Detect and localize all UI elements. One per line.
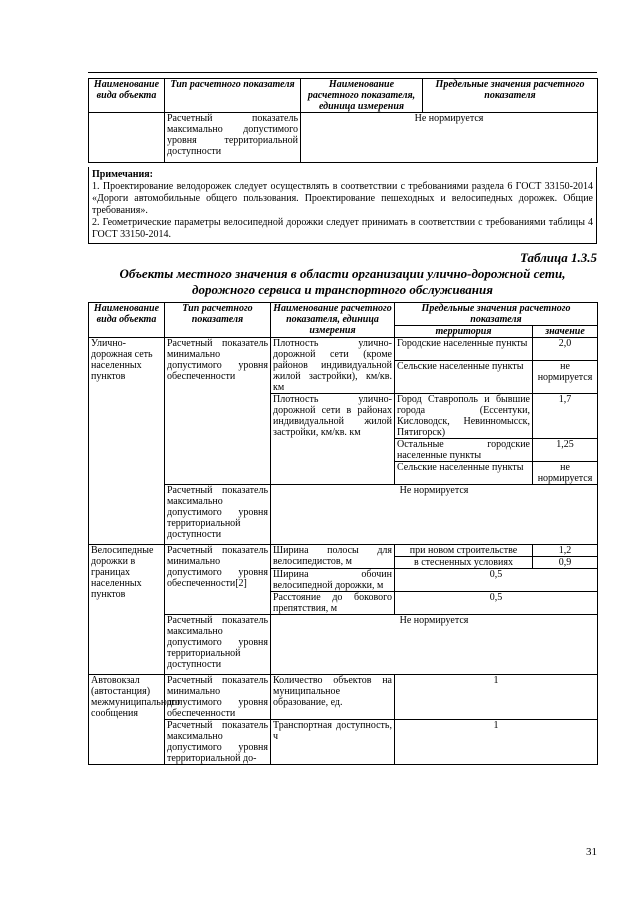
cell-type: Расчетный показатель минимально допустимого уровня обеспеченности[2] — [165, 545, 271, 615]
objects-table — [88, 302, 598, 765]
table-row — [89, 720, 598, 765]
cell-territory: Сельские населенные пункты — [395, 361, 533, 394]
table-row — [89, 615, 598, 675]
cell-object: Улично-дорожная сеть населенных пунктов — [89, 338, 165, 545]
cell-value: 0,9 — [533, 557, 598, 569]
cell-territory: в стесненных условиях — [395, 557, 533, 569]
cell-indicator: Ширина обочин велосипедной дорожки, м — [271, 569, 395, 592]
cell-type: Расчетный показатель максимально допустимого уровня территориальной до- — [165, 720, 271, 765]
cell-type: Расчетный показатель максимально допустимого уровня территориальной доступности — [165, 485, 271, 545]
cell-territory: Город Ставрополь и бывшие города (Ессентуки, Кисловодск, Невинномысск, Пятигорск) — [395, 394, 533, 439]
cell-type: Расчетный показатель максимально допустимого уровня территориальной доступности — [165, 615, 271, 675]
cell-value: 1,7 — [533, 394, 598, 439]
header-limits: Предельные значения расчетного показателя — [395, 303, 598, 326]
cell-indicator: Плотность улично-дорожной сети (кроме районов индивидуальной жилой застройки), км/кв. км — [271, 338, 395, 394]
cell-value: 0,5 — [395, 592, 598, 615]
notes-block — [88, 167, 597, 244]
table-row — [89, 545, 598, 557]
cell-value: не нормируется — [533, 361, 598, 394]
header-type: Тип расчетного показателя — [165, 79, 301, 113]
table-row — [89, 338, 598, 361]
cell-value: 0,5 — [395, 569, 598, 592]
page-number: 31 — [586, 846, 597, 858]
header-indicator: Наименование расчетного показателя, единица измерения — [271, 303, 395, 338]
table-row — [89, 113, 598, 163]
cell-type: Расчетный показатель минимально допустимого уровня обеспеченности — [165, 338, 271, 485]
cell-territory: Остальные городские населенные пункты — [395, 439, 533, 462]
note-item: 2. Геометрические параметры велосипедной дорожки следует принимать в соответствии с требованиями таблицы 4 ГОСТ 33150-2014. — [92, 217, 593, 240]
cell-type: Расчетный показатель минимально допустимого уровня обеспеченности — [165, 675, 271, 720]
cell-type: Расчетный показатель максимально допустимого уровня территориальной доступности — [165, 113, 301, 163]
table-continued — [88, 78, 598, 163]
table-top-rule — [88, 72, 597, 73]
cell-territory: Сельские населенные пункты — [395, 462, 533, 485]
cell-territory: Городские населенные пункты — [395, 338, 533, 361]
cell-indicator: Ширина полосы для велосипедистов, м — [271, 545, 395, 569]
note-item: 1. Проектирование велодорожек следует осуществлять в соответствии с требованиями раздела 6 ГОСТ 33150-2014 «Дороги автомобильные общего пользования. Проектирование пешеходных и велосипедных дорожек. Общие требования». — [92, 181, 593, 216]
header-limits: Предельные значения расчетного показателя — [423, 79, 598, 113]
header-object: Наименование вида объекта — [89, 79, 165, 113]
cell-indicator: Расстояние до бокового препятствия, м — [271, 592, 395, 615]
cell-value: 1,2 — [533, 545, 598, 557]
header-indicator: Наименование расчетного показателя, единица измерения — [301, 79, 423, 113]
table-row — [89, 675, 598, 720]
cell-territory: при новом строительстве — [395, 545, 533, 557]
table1-header-row — [89, 79, 598, 113]
cell-value: 1 — [395, 720, 598, 765]
header-type: Тип расчетного показателя — [165, 303, 271, 338]
cell-indicator: Транспортная доступность, ч — [271, 720, 395, 765]
table-title: Объекты местного значения в области организации улично-дорожной сети, дорожного сервиса и транспортного обслуживания — [119, 266, 566, 297]
cell-value: 1,25 — [533, 439, 598, 462]
header-object: Наименование вида объекта — [89, 303, 165, 338]
cell-object: Велосипедные дорожки в границах населенных пунктов — [89, 545, 165, 675]
header-territory: территория — [395, 326, 533, 338]
cell-object: Автовокзал (автостанция) межмуниципального сообщения — [89, 675, 165, 765]
cell-empty — [89, 113, 165, 163]
cell-indicator: Количество объектов на муниципальное образование, ед. — [271, 675, 395, 720]
cell-value: Не нормируется — [301, 113, 598, 163]
notes-title: Примечания: — [92, 169, 154, 180]
cell-value: Не нормируется — [271, 615, 598, 675]
cell-indicator: Плотность улично-дорожной сети в районах индивидуальной жилой застройки, км/кв. км — [271, 394, 395, 485]
cell-value: 2,0 — [533, 338, 598, 361]
cell-value: 1 — [395, 675, 598, 720]
header-value: значение — [533, 326, 598, 338]
header-row — [89, 303, 598, 326]
cell-value: Не нормируется — [271, 485, 598, 545]
cell-value: не нормируется — [533, 462, 598, 485]
table-label: Таблица 1.3.5 — [519, 250, 597, 265]
table-row — [89, 485, 598, 545]
